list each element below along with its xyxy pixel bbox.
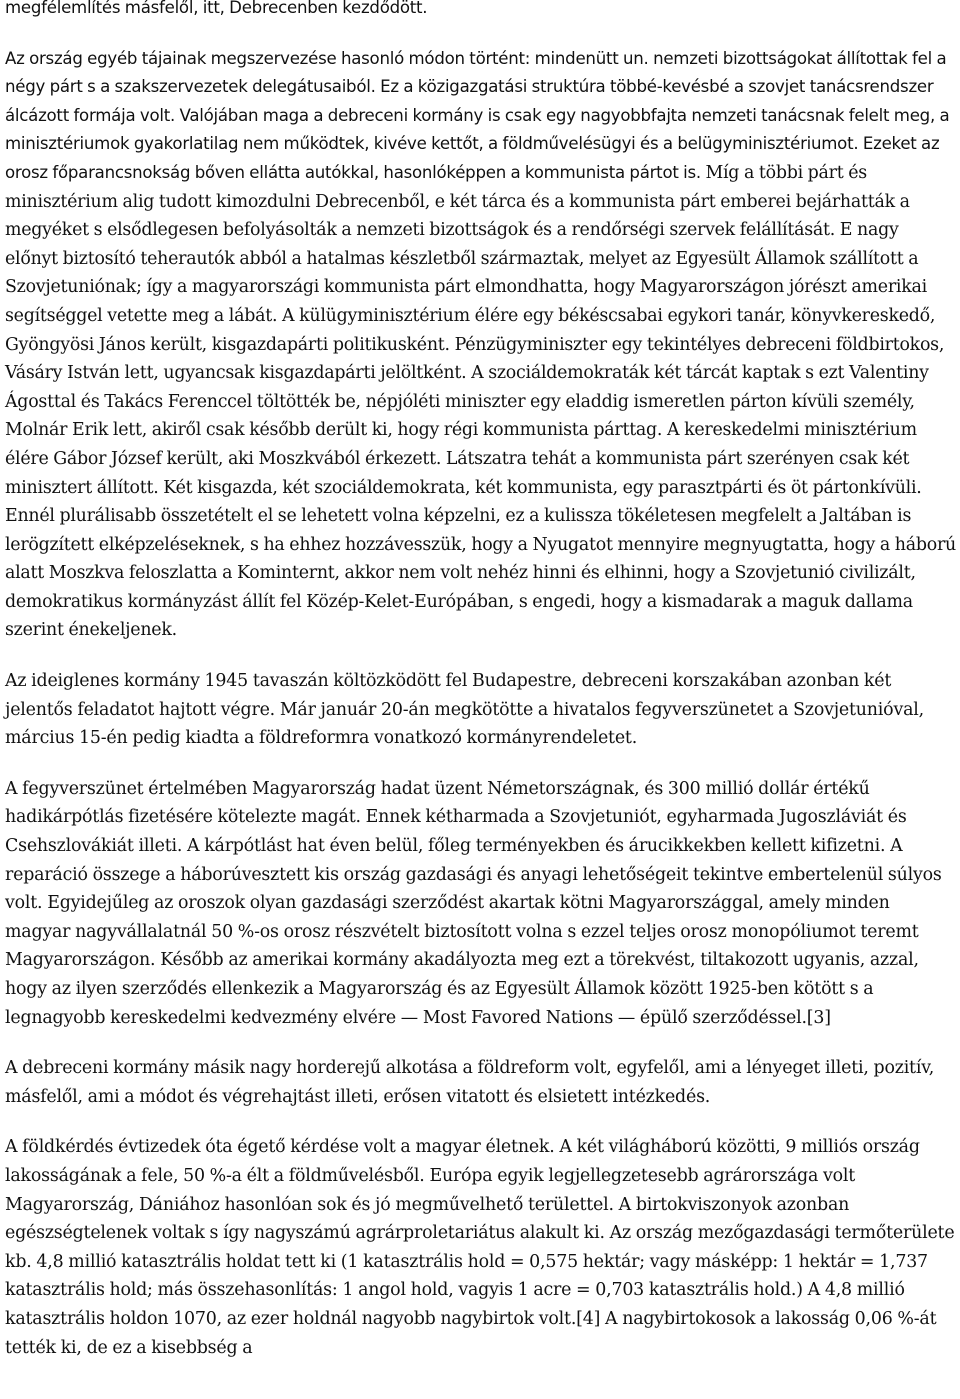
paragraph-2-text: Az ország egyéb tájainak megszervezése hasonló módon történt: mindenütt un. nemzeti bizottságokat állítottak fel a négy párt s a szakszervezetek delegátusaiból. Ez a közigazgatási struktúra többé-kevésbé a szovjet tanácsrendszer álcázott formája volt. Valójában maga a debreceni kormány is csak egy nagyobbfajta nemzeti tanácsnak felelt meg, a minisztériumok gyakorlatilag nem működtek, kivéve kettőt, a földművelésügyi és a belügyminisztériumot. Ezeket az orosz főparancsnokság bőven ellátta autókkal, hasonlóképpen a kommunista pártot is.: [5, 48, 950, 182]
paragraph-1: megfélemlítés másfelől, itt, Debrecenben kezdődött.: [5, 0, 428, 17]
paragraph-2: [5, 45, 956, 645]
paragraph-6: A földkérdés évtizedek óta égető kérdése volt a magyar életnek. A két világháború közötti, 9 milliós ország lakosságának a fele, 50 %-a élt a földművelésből. Európa egyik legjellegzetesebb agrárországa volt Magyarország, Dániához hasonlóan sok és jó megművelhető területtel. A birtokviszonyok azonban egészségtelenek voltak s így nagyszámú agrárproletariátus alakult ki. Az ország mezőgazdasági termőterülete kb. 4,8 millió katasztrális holdat tett ki (1 katasztrális hold = 0,575 hektár; vagy másképp: 1 hektár = 1,737 katasztrális hold; más összehasonlítás: 1 angol hold, vagyis 1 acre = 0,703 katasztrális hold.) A 4,8 millió katasztrális holdon 1070, az ezer holdnál nagyobb nagybirtok volt.[4] A nagybirtokosok a lakosság 0,06 %-át tették ki, de ez a kisebbség a: [5, 1137, 955, 1358]
paragraph-3: Az ideiglenes kormány 1945 tavaszán költözködött fel Budapestre, debreceni korszakában azonban két jelentős feladatot hajtott végre. Már január 20-án megkötötte a hivatalos fegyverszünetet a Szovjetunióval, március 15-én pedig kiadta a földreformra vonatkozó kormányrendeletet.: [5, 671, 924, 749]
paragraph-4: A fegyverszünet értelmében Magyarország hadat üzent Németországnak, és 300 millió dollár értékű hadikárpótlás fizetésére kötelezte magát. Ennek kétharmada a Szovjetuniót, egyharmada Jugoszláviát és Csehszlovákiát illeti. A kárpótlást hat éven belül, főleg terményekben és árucikkekben kellett kifizetni. A reparáció összege a háborúvesztett kis ország gazdasági és anyagi lehetőségeit tekintve embertelenül súlyos volt. Egyidejűleg az oroszok olyan gazdasági szerződést akartak kötni Magyarországgal, amely minden magyar nagyvállalatnál 50 %-os orosz részvételt biztosított volna s ezzel teljes orosz monopóliumot teremt Magyarországon. Később az amerikai kormány akadályozta meg ezt a törekvést, tiltakozott ugyanis, azzal, hogy az ilyen szerződés ellenkezik a Magyarország és az Egyesült Államok között 1925-ben kötött s a legnagyobb kereskedelmi kedvezmény elvére — Most Favored Nations — épülő szerződéssel.[3]: [5, 778, 942, 1028]
paragraph-5: A debreceni kormány másik nagy horderejű alkotása a földreform volt, egyfelől, ami a lényeget illeti, pozitív, másfelől, ami a módot és végrehajtást illeti, erősen vitatott és elsietett intézkedés.: [5, 1058, 935, 1107]
document-page: [5, 0, 956, 1384]
paragraph-2-continued: Míg a többi párt és minisztérium alig tudott kimozdulni Debrecenből, e két tárca és a kommunista párt emberei bejárhatták a megyéket s elsődlegesen befolyásolták a nemzeti bizottságok és a rendőrségi szervek felállítását. E nagy előnyt biztosító teherautók abból a hatalmas készletből származtak, melyet az Egyesült Államok szállított a Szovjetuniónak; így a magyarországi kommunista párt elmondhatta, hogy Magyarországon jórészt amerikai segítséggel vetette meg a lábát. A külügyminisztérium élére egy békéscsabai egykori tanár, könyvkereskedő, Gyöngyösi János került, kisgazdapárti politikusként. Pénzügyminiszter egy tekintélyes debreceni földbirtokos, Vásáry István lett, ugyancsak kisgazdapárti jelöltként. A szociáldemokraták két tárcát kaptak s ezt Valentiny Ágosttal és Takács Ferenccel töltötték be, népjóléti miniszter egy eladdig ismeretlen párton kívüli személy, Molnár Erik lett, akiről csak később derült ki, hogy régi kommunista párttag. A kereskedelmi minisztérium élére Gábor József került, aki Moszkvából érkezett. Látszatra tehát a kommunista párt szerényen csak két minisztert állított. Két kisgazda, két szociáldemokrata, két kommunista, egy parasztpárti és öt pártonkívüli. Ennél plurálisabb összetételt el se lehetett volna képzelni, ez a kulissza tökéletesen megfelelt a Jaltában is lerögzített elképzeléseknek, s ha ehhez hozzávesszük, hogy a Nyugatot mennyire megnyugtatta, hogy a háború alatt Moszkva feloszlatta a Kominternt, akkor nem volt nehéz hinni és elhinni, hogy a Szovjetunió civilizált, demokratikus kormányzást állít fel Közép-Kelet-Európában, s engedi, hogy a kismadarak a maguk dallama szerint énekeljenek.: [5, 162, 956, 641]
